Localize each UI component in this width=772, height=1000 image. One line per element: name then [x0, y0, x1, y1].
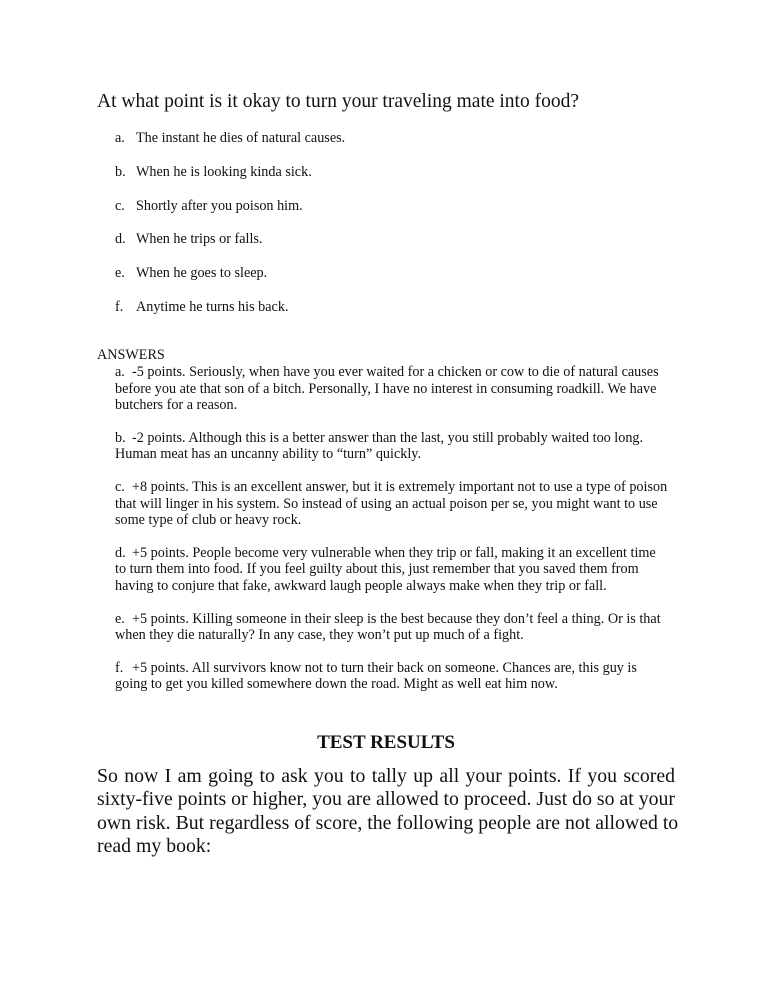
- answer-line: before you ate that son of a bitch. Personally, I have no interest in consuming roadkill. We have: [115, 380, 657, 397]
- paragraph-line: read my book:: [97, 835, 212, 858]
- option-item: [115, 128, 345, 162]
- answer-line: Human meat has an uncanny ability to “turn” quickly.: [115, 446, 421, 463]
- answer-text: -2 points. Although this is a better answer than the last, you still probably waited too long.: [132, 429, 644, 446]
- option-letter: a.: [115, 130, 125, 146]
- answer-line: [115, 611, 680, 628]
- answer-line: going to get you killed somewhere down the road. Might as well eat him now.: [115, 676, 558, 693]
- option-letter: d.: [115, 231, 126, 248]
- paragraph-line: sixty-five points or higher, you are allowed to proceed. Just do so at your: [97, 788, 675, 811]
- answer-text: -5 points. Seriously, when have you ever waited for a chicken or cow to die of natural causes: [132, 364, 659, 380]
- answers-heading: ANSWERS: [97, 347, 165, 363]
- paragraph-line: So now I am going to ask you to tally up all your points. If you scored: [97, 765, 675, 787]
- option-letter: e.: [115, 265, 125, 282]
- option-text: Shortly after you poison him.: [136, 197, 303, 214]
- answer-line: [115, 660, 680, 677]
- answer-line: [115, 430, 680, 447]
- answer-line: [115, 545, 680, 562]
- answer-text: +5 points. All survivors know not to turn their back on someone. Chances are, this guy is: [132, 659, 637, 676]
- quiz-question: At what point is it okay to turn your traveling mate into food?: [97, 91, 579, 112]
- section-heading: TEST RESULTS: [317, 732, 455, 753]
- answer-item: [115, 364, 680, 414]
- option-item: [115, 297, 345, 331]
- paragraph-line: own risk. But regardless of score, the following people are not allowed to: [97, 811, 679, 834]
- answer-text: +8 points. This is an excellent answer, but it is extremely important not to use a type of poison: [132, 478, 668, 495]
- option-letter: b.: [115, 163, 126, 180]
- answer-item: [115, 611, 680, 644]
- option-letter: c.: [115, 197, 125, 214]
- option-text: Anytime he turns his back.: [136, 298, 289, 315]
- answer-letter: d.: [115, 544, 126, 561]
- answer-line: some type of club or heavy rock.: [115, 512, 302, 529]
- answers-list: [115, 364, 680, 709]
- answer-line: [115, 479, 680, 496]
- answer-item: [115, 430, 680, 463]
- answer-options-list: [115, 128, 345, 331]
- option-item: [115, 229, 345, 263]
- answer-line: butchers for a reason.: [115, 397, 238, 414]
- answer-text: +5 points. People become very vulnerable when they trip or fall, making it an excellent time: [132, 544, 656, 561]
- answer-line: when they die naturally? In any case, they won’t put up much of a fight.: [115, 627, 524, 644]
- option-item: [115, 162, 345, 196]
- answer-letter: b.: [115, 429, 126, 446]
- answer-letter: e.: [115, 610, 125, 627]
- answer-line: that will linger in his system. So instead of using an actual poison per se, you might want to use: [115, 495, 658, 512]
- answer-line: to turn them into food. If you feel guilty about this, just remember that you saved them from: [115, 561, 639, 578]
- answer-item: [115, 479, 680, 529]
- answer-item: [115, 660, 680, 693]
- option-text: When he trips or falls.: [136, 231, 263, 248]
- option-text: When he is looking kinda sick.: [136, 163, 312, 180]
- answer-line: [115, 364, 680, 381]
- option-text: When he goes to sleep.: [136, 265, 268, 282]
- option-item: [115, 263, 345, 297]
- answer-letter: c.: [115, 478, 125, 495]
- option-text: The instant he dies of natural causes.: [136, 130, 346, 146]
- answer-text: +5 points. Killing someone in their sleep is the best because they don’t feel a thing. Or is that: [132, 610, 661, 627]
- answer-item: [115, 545, 680, 595]
- option-letter: f.: [115, 298, 124, 315]
- option-item: [115, 196, 345, 230]
- results-paragraph: [97, 765, 679, 859]
- answer-line: having to conjure that fake, awkward laugh people always make when they trip or fall.: [115, 577, 607, 594]
- answer-letter: a.: [115, 364, 125, 380]
- answer-letter: f.: [115, 659, 124, 676]
